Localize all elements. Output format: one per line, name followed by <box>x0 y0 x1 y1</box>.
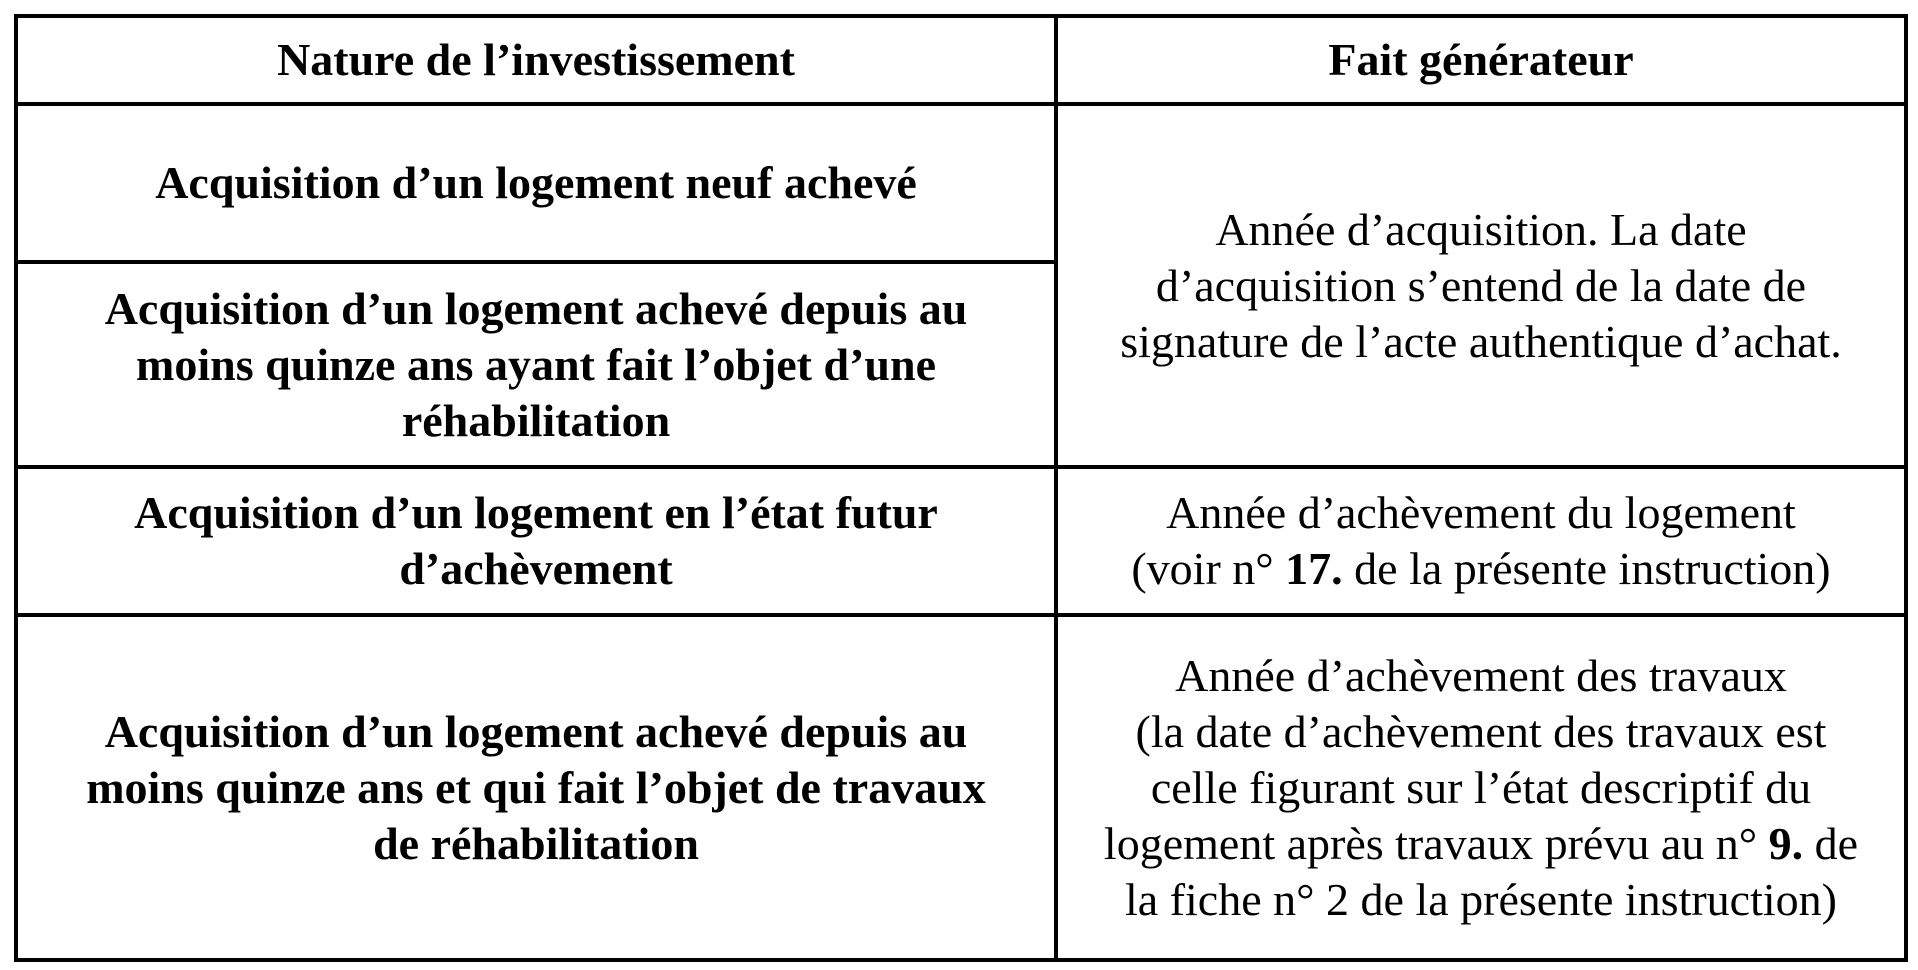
nature-text: moins quinze ans et qui fait l’objet de travaux <box>86 761 986 813</box>
header-fait: Fait générateur <box>1056 16 1906 104</box>
nature-text: Acquisition d’un logement neuf achevé <box>155 157 917 208</box>
nature-text: de réhabilitation <box>373 817 699 869</box>
fait-cell <box>1056 615 1906 960</box>
table-row <box>16 467 1906 615</box>
fait-text <box>1074 541 1888 597</box>
nature-text: Acquisition d’un logement achevé depuis au <box>104 282 968 334</box>
nature-text: moins quinze ans ayant fait l’objet d’une <box>136 338 936 390</box>
fait-cell <box>1056 467 1906 615</box>
fait-cell <box>1056 104 1906 467</box>
fait-text-part: (voir n° <box>1131 543 1286 594</box>
nature-cell <box>16 615 1056 960</box>
fait-text-part: de la présente instruction) <box>1342 543 1831 594</box>
nature-cell <box>16 262 1056 467</box>
fait-text: Année d’acquisition. La date <box>1215 203 1747 255</box>
nature-text: Acquisition d’un logement achevé depuis au <box>104 705 968 757</box>
fait-text <box>1074 816 1888 872</box>
nature-text: Acquisition d’un logement en l’état futur <box>134 487 938 538</box>
fait-text-part: logement après travaux prévu au n° <box>1103 817 1769 869</box>
fait-text: la fiche n° 2 de la présente instruction) <box>1125 873 1837 925</box>
investment-table <box>14 14 1908 962</box>
fait-text: Année d’achèvement des travaux <box>1175 649 1787 701</box>
fait-text: (la date d’achèvement des travaux est <box>1135 705 1827 757</box>
header-row <box>16 16 1906 104</box>
nature-text: d’achèvement <box>399 543 673 594</box>
table-row <box>16 104 1906 262</box>
table-row <box>16 615 1906 960</box>
reference-number: 17. <box>1285 543 1343 594</box>
fait-text: d’acquisition s’entend de la date de <box>1155 259 1807 311</box>
nature-text: réhabilitation <box>401 394 671 446</box>
nature-cell <box>16 467 1056 615</box>
fait-text-part: de <box>1803 817 1859 869</box>
fait-text: signature de l’acte authentique d’achat. <box>1120 315 1842 367</box>
header-nature: Nature de l’investissement <box>16 16 1056 104</box>
reference-number: 9. <box>1768 817 1804 869</box>
nature-cell <box>16 104 1056 262</box>
fait-text: celle figurant sur l’état descriptif du <box>1150 761 1812 813</box>
fait-text: Année d’achèvement du logement <box>1166 487 1796 538</box>
